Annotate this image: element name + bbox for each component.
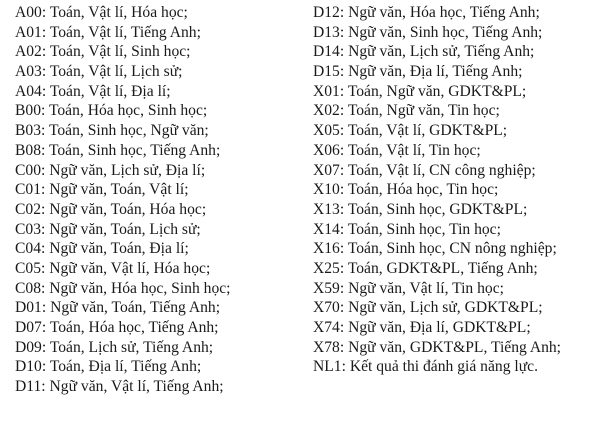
subject-combination-row: X13: Toán, Sinh học, GDKT&PL;	[313, 200, 528, 218]
subject-combination-row: D11: Ngữ văn, Vật lí, Tiếng Anh;	[15, 378, 224, 396]
combination-code: C00	[15, 161, 41, 179]
subject-combination-row: C01: Ngữ văn, Toán, Vật lí;	[15, 181, 189, 199]
subject-combination-row: X59: Ngữ văn, Vật lí, Tin học;	[313, 279, 504, 297]
subject-combination-row: X07: Toán, Vật lí, CN công nghiệp;	[313, 161, 536, 179]
combination-subjects: Toán, Vật lí, Hóa học;	[49, 4, 188, 21]
combination-code: A00	[15, 4, 42, 21]
combination-code: D01	[15, 299, 42, 317]
combination-code: X13	[313, 200, 340, 218]
combination-code: C03	[15, 220, 41, 238]
combination-code: C05	[15, 259, 41, 277]
combination-code: X02	[313, 102, 340, 120]
subject-combination-row: X74: Ngữ văn, Địa lí, GDKT&PL;	[313, 319, 531, 336]
subject-combination-row: C04: Ngữ văn, Toán, Địa lí;	[15, 240, 189, 258]
combination-subjects: Toán, Sinh học, Ngữ văn;	[48, 122, 209, 140]
subject-combination-row: X16: Toán, Sinh học, CN nông nghiệp;	[313, 240, 557, 258]
combination-subjects: Ngữ văn, Vật lí, Tin học;	[348, 279, 504, 297]
subject-combination-row: C00: Ngữ văn, Lịch sử, Địa lí;	[15, 161, 206, 179]
combination-code: X06	[313, 141, 340, 159]
combination-code: D10	[15, 358, 42, 376]
combination-code: C04	[15, 240, 41, 258]
combination-subjects: Ngữ văn, Lịch sử, GDKT&PL;	[348, 299, 543, 317]
subject-combination-row: D09: Toán, Lịch sử, Tiếng Anh;	[15, 338, 214, 356]
combination-subjects: Ngữ văn, Toán, Địa lí;	[49, 240, 189, 258]
subject-combination-row: X06: Toán, Vật lí, Tin học;	[313, 141, 481, 159]
combination-subjects: Ngữ văn, Lịch sử, Địa lí;	[49, 161, 206, 179]
combination-subjects: Ngữ văn, Địa lí, GDKT&PL;	[348, 319, 531, 336]
combination-subjects: Toán, Hóa học, Tiếng Anh;	[49, 319, 219, 336]
subject-combination-row: NL1: Kết quả thi đánh giá năng lực.	[313, 358, 538, 376]
subject-combination-row: X01: Toán, Ngữ văn, GDKT&PL;	[313, 82, 527, 100]
combination-code: B08	[15, 141, 41, 159]
combination-subjects: Ngữ văn, Hóa học, Tiếng Anh;	[348, 4, 540, 21]
combination-subjects: Toán, Sinh học, Tiếng Anh;	[48, 141, 221, 159]
combination-subjects: Ngữ văn, GDKT&PL, Tiếng Anh;	[348, 338, 562, 356]
combination-subjects: Toán, Hóa học, Sinh học;	[48, 102, 208, 120]
combination-code: X01	[313, 82, 340, 100]
subject-combination-row: X14: Toán, Sinh học, Tin học;	[313, 220, 501, 238]
combination-code: X16	[313, 240, 340, 258]
combination-code: C08	[15, 279, 41, 297]
combination-code: X10	[313, 181, 340, 199]
subject-combination-row: A03: Toán, Vật lí, Lịch sử;	[15, 63, 183, 81]
subject-combination-row: X70: Ngữ văn, Lịch sử, GDKT&PL;	[313, 299, 543, 317]
combination-subjects: Toán, Ngữ văn, Tin học;	[347, 102, 500, 120]
combination-code: D14	[313, 43, 340, 61]
combination-subjects: Ngữ văn, Lịch sử, Tiếng Anh;	[348, 43, 535, 61]
combination-code: C02	[15, 200, 41, 218]
combination-code: A03	[15, 63, 42, 81]
subject-combination-row: X02: Toán, Ngữ văn, Tin học;	[313, 102, 500, 120]
subject-combination-row: D01: Ngữ văn, Toán, Tiếng Anh;	[15, 299, 221, 317]
combination-subjects: Ngữ văn, Toán, Vật lí;	[49, 181, 189, 199]
combination-code: X70	[313, 299, 340, 317]
subject-combination-row: C08: Ngữ văn, Hóa học, Sinh học;	[15, 279, 231, 297]
subject-combination-row: X10: Toán, Hóa học, Tin học;	[313, 181, 499, 199]
combination-code: X05	[313, 122, 340, 140]
combination-subjects: Toán, Ngữ văn, GDKT&PL;	[347, 82, 527, 100]
subject-combination-row: X05: Toán, Vật lí, GDKT&PL;	[313, 122, 508, 140]
combination-code: X78	[313, 338, 340, 356]
subject-combination-row: D14: Ngữ văn, Lịch sử, Tiếng Anh;	[313, 43, 535, 61]
combination-subjects: Toán, Lịch sử, Tiếng Anh;	[49, 338, 214, 356]
combination-code: D11	[15, 378, 42, 396]
combination-subjects: Toán, Vật lí, GDKT&PL;	[347, 122, 508, 140]
combination-subjects: Toán, Địa lí, Tiếng Anh;	[49, 358, 202, 376]
combination-code: X74	[313, 319, 340, 336]
subject-combination-row: C02: Ngữ văn, Toán, Hóa học;	[15, 200, 207, 218]
combination-subjects: Ngữ văn, Toán, Lịch sử;	[49, 220, 201, 238]
subject-combination-row: B08: Toán, Sinh học, Tiếng Anh;	[15, 141, 221, 159]
combination-subjects: Kết quả thi đánh giá năng lực.	[349, 358, 538, 376]
combination-code: A01	[15, 23, 42, 41]
combination-code: D09	[15, 338, 42, 356]
combination-subjects: Ngữ văn, Toán, Hóa học;	[49, 200, 207, 218]
subject-combination-row: D15: Ngữ văn, Địa lí, Tiếng Anh;	[313, 63, 523, 81]
combination-code: D07	[15, 319, 42, 336]
combination-code: D13	[313, 23, 340, 41]
combination-code: B03	[15, 122, 41, 140]
combination-subjects: Toán, Hóa học, Tin học;	[347, 181, 499, 199]
combination-subjects: Toán, Vật lí, Tiếng Anh;	[49, 23, 201, 41]
subject-combination-row: D10: Toán, Địa lí, Tiếng Anh;	[15, 358, 202, 376]
subject-combination-row: A04: Toán, Vật lí, Địa lí;	[15, 82, 171, 100]
subject-combination-row: D12: Ngữ văn, Hóa học, Tiếng Anh;	[313, 4, 540, 21]
combination-subjects: Toán, Vật lí, CN công nghiệp;	[347, 161, 536, 179]
subject-combination-row: D13: Ngữ văn, Sinh học, Tiếng Anh;	[313, 23, 543, 41]
combination-code: A04	[15, 82, 42, 100]
right-column	[313, 3, 603, 377]
combination-code: X07	[313, 161, 340, 179]
combination-code: B00	[15, 102, 41, 120]
left-column	[15, 3, 305, 397]
combination-code: A02	[15, 43, 42, 61]
subject-combination-row: C03: Ngữ văn, Toán, Lịch sử;	[15, 220, 201, 238]
subject-combination-row: B03: Toán, Sinh học, Ngữ văn;	[15, 122, 209, 140]
combination-subjects: Toán, Sinh học, Tin học;	[347, 220, 501, 238]
subject-combination-row: D07: Toán, Hóa học, Tiếng Anh;	[15, 319, 219, 336]
subject-combination-row: X25: Toán, GDKT&PL, Tiếng Anh;	[313, 259, 538, 277]
combination-subjects: Toán, Vật lí, Sinh học;	[49, 43, 191, 61]
combination-subjects: Toán, Vật lí, Lịch sử;	[49, 63, 183, 81]
combination-subjects: Toán, GDKT&PL, Tiếng Anh;	[347, 259, 538, 277]
subject-combination-row: A02: Toán, Vật lí, Sinh học;	[15, 43, 191, 61]
combination-subjects: Ngữ văn, Địa lí, Tiếng Anh;	[348, 63, 523, 81]
combination-subjects: Toán, Vật lí, Địa lí;	[49, 82, 171, 100]
combination-code: D15	[313, 63, 340, 81]
combination-subjects: Ngữ văn, Sinh học, Tiếng Anh;	[348, 23, 543, 41]
combination-code: X59	[313, 279, 340, 297]
subject-combination-row: C05: Ngữ văn, Vật lí, Hóa học;	[15, 259, 211, 277]
combination-code: C01	[15, 181, 41, 199]
combination-subjects: Ngữ văn, Vật lí, Tiếng Anh;	[49, 378, 224, 396]
combination-subjects: Ngữ văn, Hóa học, Sinh học;	[49, 279, 231, 297]
subject-combination-row: A01: Toán, Vật lí, Tiếng Anh;	[15, 23, 201, 41]
combination-code: NL1	[313, 358, 342, 376]
combination-subjects: Ngữ văn, Toán, Tiếng Anh;	[50, 299, 221, 317]
combination-subjects: Toán, Sinh học, CN nông nghiệp;	[347, 240, 557, 258]
combination-subjects: Ngữ văn, Vật lí, Hóa học;	[49, 259, 211, 277]
combination-subjects: Toán, Vật lí, Tin học;	[347, 141, 481, 159]
subject-combination-row: X78: Ngữ văn, GDKT&PL, Tiếng Anh;	[313, 338, 562, 356]
combination-subjects: Toán, Sinh học, GDKT&PL;	[347, 200, 528, 218]
subject-combination-row: A00: Toán, Vật lí, Hóa học;	[15, 4, 188, 21]
combination-code: D12	[313, 4, 340, 21]
combination-code: X14	[313, 220, 340, 238]
combination-code: X25	[313, 259, 340, 277]
subject-combination-row: B00: Toán, Hóa học, Sinh học;	[15, 102, 208, 120]
